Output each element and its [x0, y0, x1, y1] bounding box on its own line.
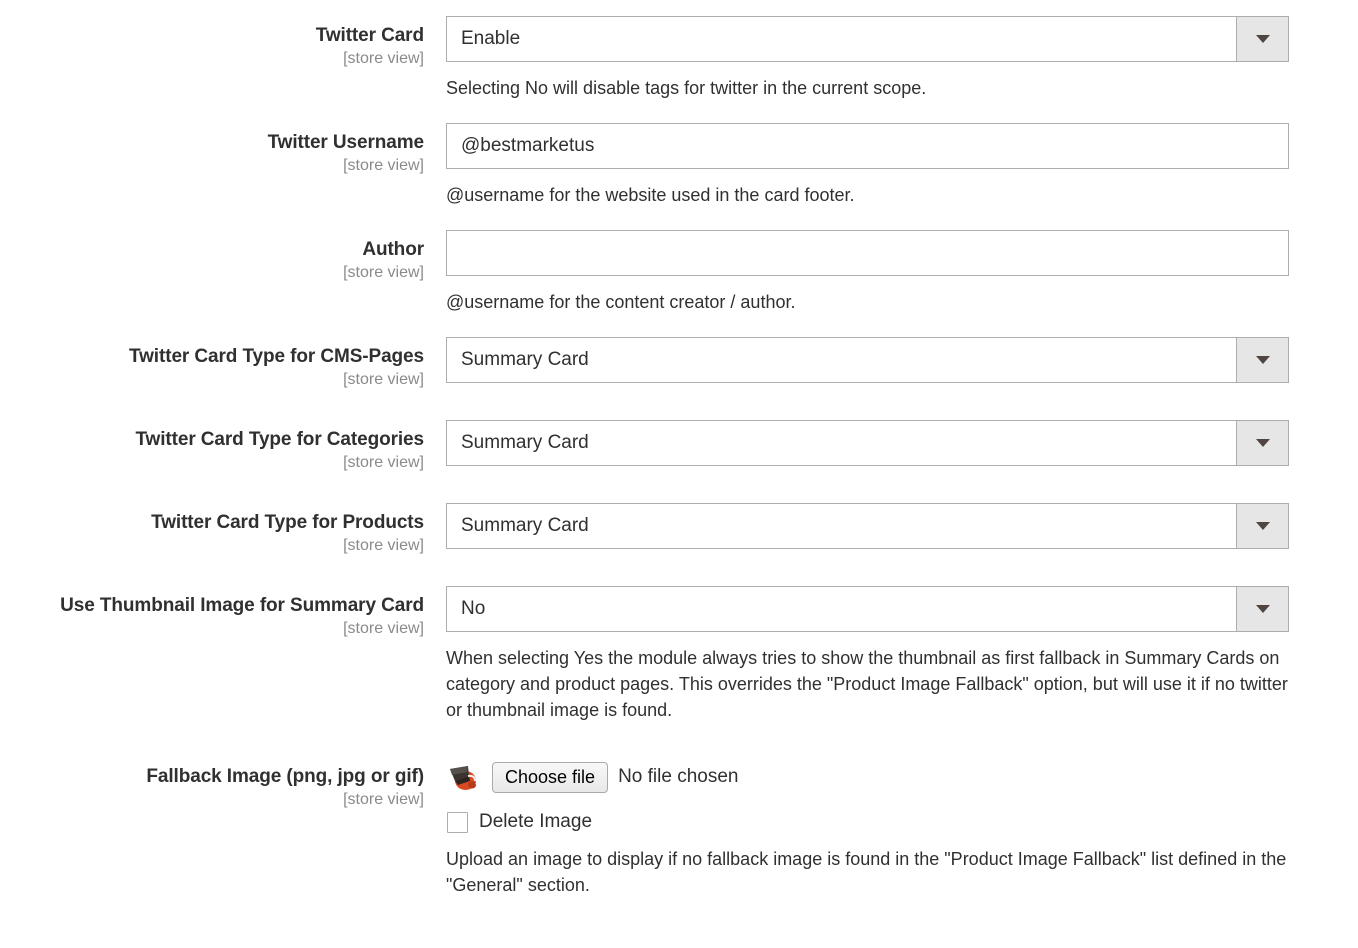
select-dropdown-button-twitter-card[interactable] — [1236, 17, 1288, 61]
label-col-use-thumbnail-image — [0, 586, 446, 639]
control-col-card-type-products — [446, 503, 1289, 549]
select-card-type-products[interactable] — [446, 503, 1289, 549]
fallback-image-thumbnail — [446, 760, 480, 794]
field-note-use-thumbnail-image: When selecting Yes the module always tries to show the thumbnail as first fallback in Summary Cards on category and product pages. This overrides the "Product Image Fallback" option, but will use it if no twitter or thumbnail image is found. — [446, 648, 1288, 720]
field-label-fallback-image: Fallback Image (png, jpg or gif) — [146, 766, 424, 787]
control-col-card-type-cms-pages — [446, 337, 1289, 383]
chevron-down-icon — [1256, 522, 1270, 530]
label-col-twitter-username — [0, 123, 446, 176]
label-col-author — [0, 230, 446, 283]
choose-file-button[interactable]: Choose file — [492, 762, 608, 793]
field-row-card-type-products — [0, 503, 1358, 556]
field-note-fallback-image: Upload an image to display if no fallback image is found in the "Product Image Fallback" list defined in the "General" section. — [446, 849, 1287, 895]
select-dropdown-button-card-type-categories[interactable] — [1236, 421, 1288, 465]
select-value-card-type-products: Summary Card — [461, 515, 589, 536]
scope-label-fallback-image: [store view] — [343, 791, 424, 808]
field-label-author: Author — [362, 239, 424, 260]
field-label-card-type-products: Twitter Card Type for Products — [151, 512, 424, 533]
select-dropdown-button-card-type-cms-pages[interactable] — [1236, 338, 1288, 382]
select-dropdown-button-use-thumbnail-image[interactable] — [1236, 587, 1288, 631]
control-col-author — [446, 230, 1289, 315]
twitter-username-input[interactable] — [446, 123, 1289, 169]
field-row-card-type-cms-pages — [0, 337, 1358, 390]
field-row-twitter-username — [0, 123, 1358, 208]
field-row-twitter-card — [0, 16, 1358, 101]
field-label-card-type-categories: Twitter Card Type for Categories — [135, 429, 424, 450]
field-note-author: @username for the content creator / author. — [446, 292, 796, 312]
select-value-card-type-cms-pages: Summary Card — [461, 349, 589, 370]
field-row-card-type-categories — [0, 420, 1358, 473]
control-col-twitter-username — [446, 123, 1289, 208]
select-twitter-card[interactable] — [446, 16, 1289, 62]
field-row-fallback-image — [0, 757, 1358, 898]
chevron-down-icon — [1256, 356, 1270, 364]
select-card-type-cms-pages[interactable] — [446, 337, 1289, 383]
scope-label-use-thumbnail-image: [store view] — [343, 620, 424, 637]
label-col-card-type-products — [0, 503, 446, 556]
control-col-card-type-categories — [446, 420, 1289, 466]
field-label-use-thumbnail-image: Use Thumbnail Image for Summary Card — [60, 595, 424, 616]
label-col-twitter-card — [0, 16, 446, 69]
scope-label-card-type-cms-pages: [store view] — [343, 371, 424, 388]
scope-label-author: [store view] — [343, 264, 424, 281]
select-use-thumbnail-image[interactable] — [446, 586, 1289, 632]
label-col-card-type-categories — [0, 420, 446, 473]
scope-label-twitter-card: [store view] — [343, 50, 424, 67]
select-value-use-thumbnail-image: No — [461, 598, 486, 619]
select-value-twitter-card: Enable — [461, 28, 521, 49]
control-col-twitter-card — [446, 16, 1289, 101]
delete-image-checkbox[interactable] — [447, 812, 468, 833]
chevron-down-icon — [1256, 605, 1270, 613]
author-input[interactable] — [446, 230, 1289, 276]
control-col-use-thumbnail-image — [446, 586, 1289, 723]
no-file-chosen-text: No file chosen — [618, 766, 739, 787]
select-dropdown-button-card-type-products[interactable] — [1236, 504, 1288, 548]
field-label-twitter-card: Twitter Card — [315, 25, 424, 46]
select-value-card-type-categories: Summary Card — [461, 432, 589, 453]
select-card-type-categories[interactable] — [446, 420, 1289, 466]
field-row-author — [0, 230, 1358, 315]
field-note-twitter-username: @username for the website used in the card footer. — [446, 185, 855, 205]
field-note-twitter-card: Selecting No will disable tags for twitter in the current scope. — [446, 78, 927, 98]
field-label-card-type-cms-pages: Twitter Card Type for CMS-Pages — [129, 346, 424, 367]
label-col-card-type-cms-pages — [0, 337, 446, 390]
scope-label-card-type-categories: [store view] — [343, 454, 424, 471]
field-row-use-thumbnail-image — [0, 586, 1358, 723]
file-upload-line — [446, 757, 1289, 797]
scope-label-card-type-products: [store view] — [343, 537, 424, 554]
chevron-down-icon — [1256, 35, 1270, 43]
delete-image-label[interactable]: Delete Image — [479, 811, 593, 832]
field-label-twitter-username: Twitter Username — [267, 132, 424, 153]
chevron-down-icon — [1256, 439, 1270, 447]
delete-image-row — [446, 811, 1289, 833]
label-col-fallback-image — [0, 757, 446, 810]
scope-label-twitter-username: [store view] — [343, 157, 424, 174]
control-col-fallback-image — [446, 757, 1289, 898]
